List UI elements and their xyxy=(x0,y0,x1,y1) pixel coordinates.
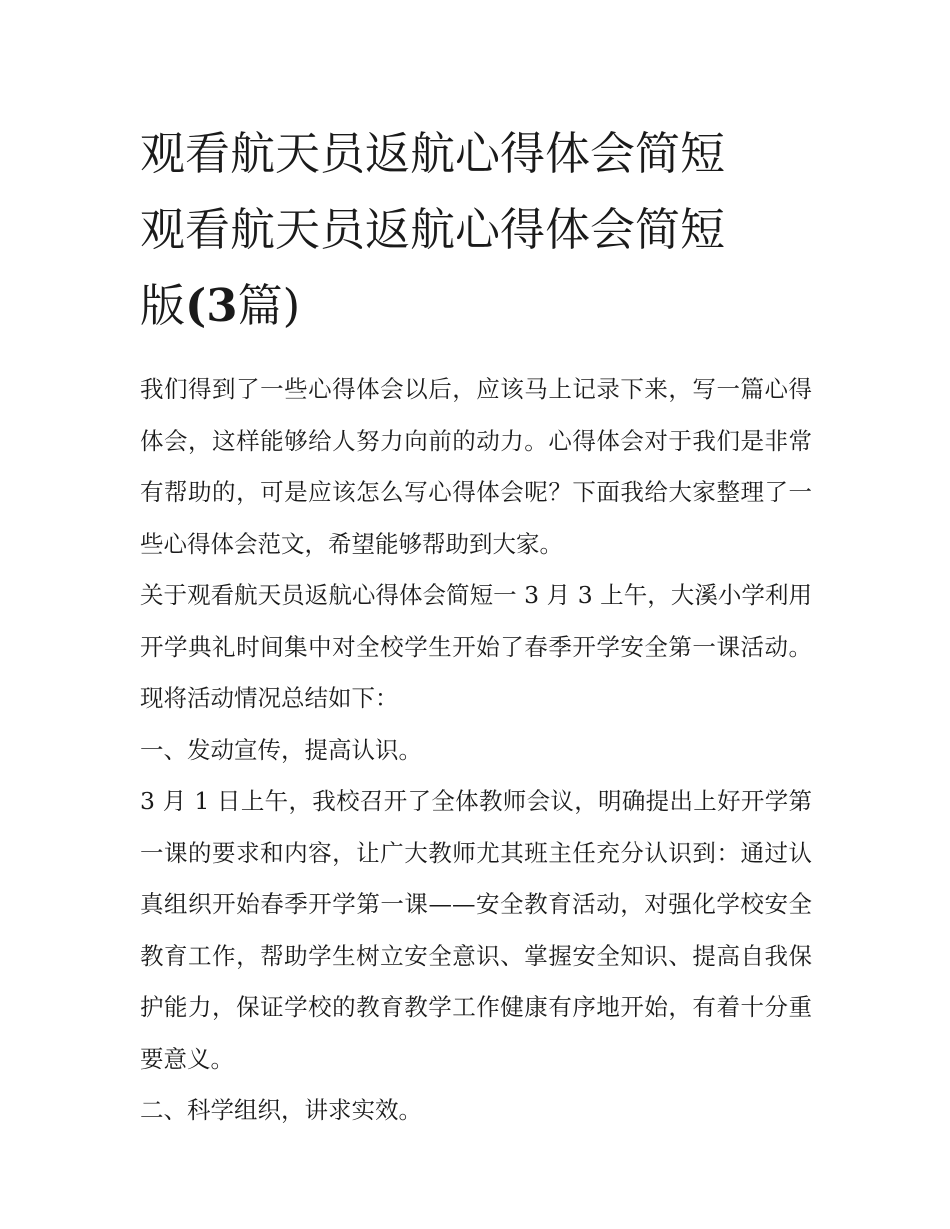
title-line-3 xyxy=(140,268,812,344)
title-line-2: 观看航天员返航心得体会简短 xyxy=(140,203,726,256)
document-title xyxy=(140,116,812,344)
title-line-1: 观看航天员返航心得体会简短 xyxy=(140,127,726,180)
heading-one: 一、发动宣传，提高认识。 xyxy=(140,735,422,764)
body-paragraph: 3 月 1 日上午，我校召开了全体教师会议，明确提出上好开学第一课的要求和内容，让广大教师尤其班主任充分认识到：通过认真组织开始春季开学第一课——安全教育活动，对强化学校安全教育工作，帮助学生树立安全意识、掌握安全知识、提高自我保护能力，保证学校的教育教学工作健康有序地开始，有着十分重要意义。 xyxy=(140,787,812,1073)
section-one-intro-paragraph: 关于观看航天员返航心得体会简短一 3 月 3 上午，大溪小学利用开学典礼时间集中对全校学生开始了春季开学安全第一课活动。现将活动情况总结如下： xyxy=(140,581,812,712)
title-line-3-text: 版 xyxy=(140,279,186,332)
title-count: (3 xyxy=(185,279,238,332)
document-page xyxy=(140,116,812,1137)
title-line-3-suffix: 篇) xyxy=(237,279,301,332)
heading-two: 二、科学组织，讲求实效。 xyxy=(140,1096,422,1124)
intro-paragraph: 我们得到了一些心得体会以后，应该马上记录下来，写一篇心得体会，这样能够给人努力向前的动力。心得体会对于我们是非常有帮助的，可是应该怎么写心得体会呢？下面我给大家整理了一些心得体会范文，希望能够帮助到大家。 xyxy=(140,375,812,558)
